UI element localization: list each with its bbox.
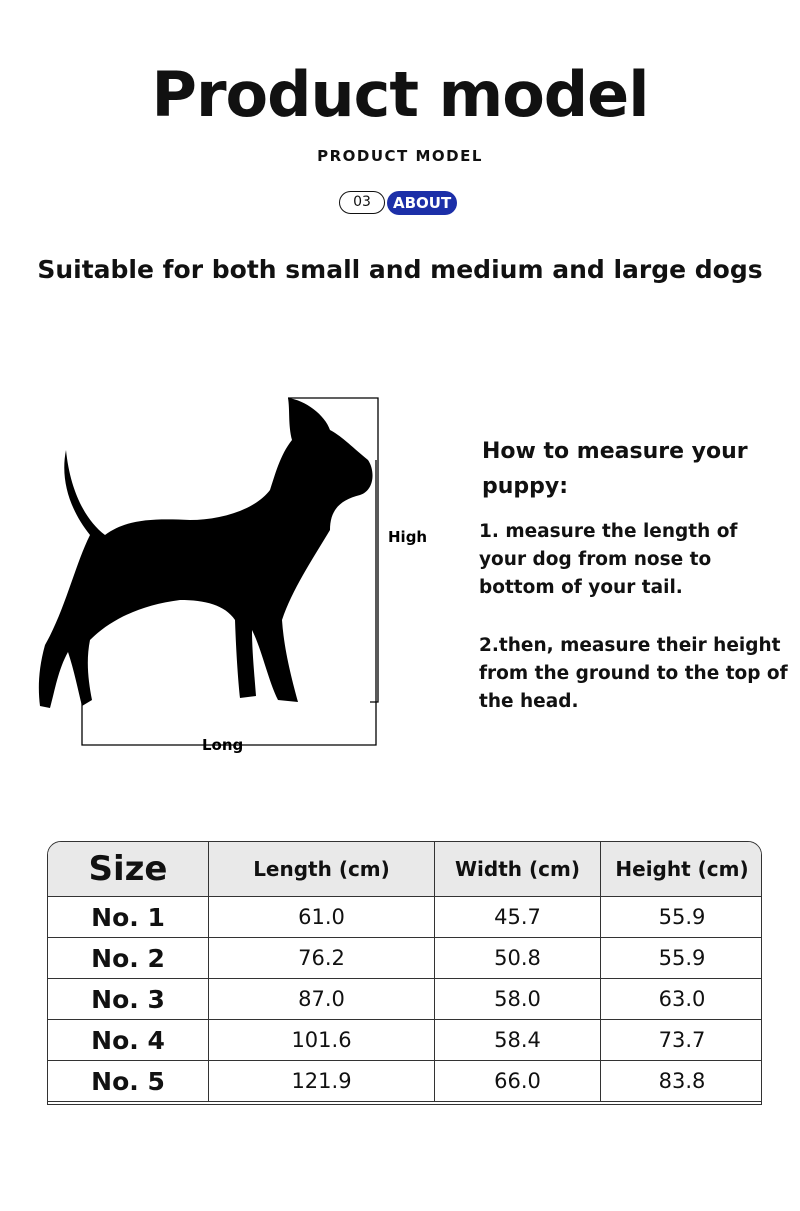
header-height: Height (cm) (601, 842, 763, 897)
cell-size: No. 5 (48, 1061, 209, 1102)
dog-silhouette-icon (39, 398, 373, 708)
table-row (48, 1061, 762, 1102)
cell-height: 73.7 (601, 1020, 763, 1061)
page-subtitle: PRODUCT MODEL (317, 147, 483, 165)
size-table (48, 842, 762, 1102)
cell-length: 101.6 (209, 1020, 435, 1061)
instruction-step-2: 2.then, measure their height from the ground to the top of the head. (479, 635, 788, 712)
cell-width: 66.0 (435, 1061, 601, 1102)
dog-measurement-diagram (30, 390, 450, 760)
table-row (48, 938, 762, 979)
cell-length: 87.0 (209, 979, 435, 1020)
cell-size: No. 1 (48, 897, 209, 938)
cell-height: 63.0 (601, 979, 763, 1020)
cell-length: 121.9 (209, 1061, 435, 1102)
cell-size: No. 3 (48, 979, 209, 1020)
cell-height: 55.9 (601, 938, 763, 979)
header-size: Size (48, 842, 209, 897)
tagline: Suitable for both small and medium and large dogs (37, 255, 763, 284)
cell-width: 45.7 (435, 897, 601, 938)
table-row (48, 897, 762, 938)
cell-size: No. 2 (48, 938, 209, 979)
long-label: Long (202, 736, 244, 754)
cell-width: 58.4 (435, 1020, 601, 1061)
instruction-step-1: 1. measure the length of your dog from nose to bottom of your tail. (479, 521, 738, 598)
size-table-container (47, 841, 762, 1105)
high-label: High (388, 528, 428, 546)
cell-height: 83.8 (601, 1061, 763, 1102)
cell-width: 58.0 (435, 979, 601, 1020)
cell-height: 55.9 (601, 897, 763, 938)
instructions-heading: How to measure your puppy: (482, 439, 748, 499)
header-width: Width (cm) (435, 842, 601, 897)
header-length: Length (cm) (209, 842, 435, 897)
cell-size: No. 4 (48, 1020, 209, 1061)
page-title: Product model (151, 58, 649, 131)
table-header-row (48, 842, 762, 897)
badge-number: 03 (339, 191, 385, 214)
cell-length: 61.0 (209, 897, 435, 938)
cell-width: 50.8 (435, 938, 601, 979)
badge-label: ABOUT (387, 191, 457, 215)
cell-length: 76.2 (209, 938, 435, 979)
table-row (48, 1020, 762, 1061)
section-badge (339, 191, 457, 215)
table-row (48, 979, 762, 1020)
